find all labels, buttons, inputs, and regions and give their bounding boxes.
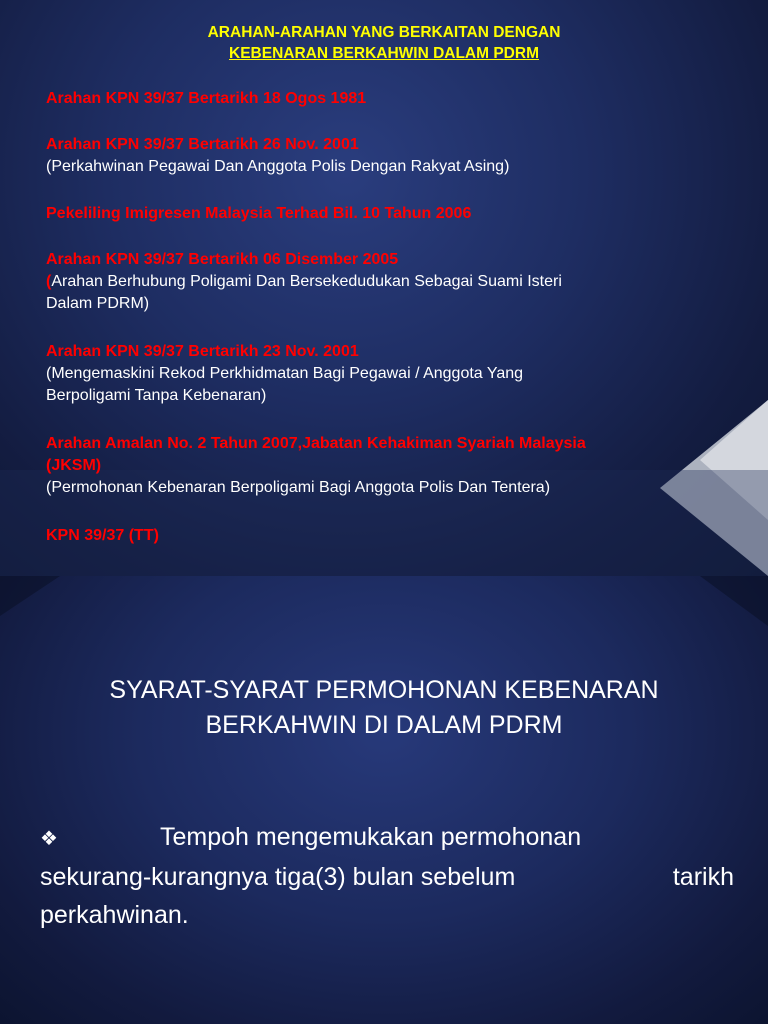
directive-description: (Permohonan Kebenaran Berpoligami Bagi Anggota Polis Dan Tentera)	[46, 479, 551, 496]
directive-heading: Pekeliling Imigresen Malaysia Terhad Bil. 10 Tahun 2006	[46, 205, 472, 222]
directive-description	[46, 271, 706, 293]
directive-heading-line-1: Arahan Amalan No. 2 Tahun 2007,Jabatan Kehakiman Syariah Malaysia	[46, 435, 586, 452]
bullet-line-2a: sekurang-kurangnya tiga(3) bulan sebelum	[40, 863, 516, 891]
paren-prefix: (	[46, 273, 52, 290]
description-line-2: Dalam PDRM)	[46, 295, 150, 312]
title-line-2: KEBENARAN BERKAHWIN DALAM PDRM	[229, 45, 539, 62]
requirement-bullet	[40, 818, 734, 934]
bullet-line-3: perkahwinan.	[40, 901, 189, 929]
slide-bottom	[0, 576, 768, 1024]
directive-heading: KPN 39/37 (TT)	[46, 527, 159, 544]
slide1-title	[0, 22, 768, 64]
title-line-1: ARAHAN-ARAHAN YANG BERKAITAN DENGAN	[207, 24, 561, 41]
title-line-1: SYARAT-SYARAT PERMOHONAN KEBENARAN	[109, 676, 659, 704]
directive-item	[46, 88, 706, 110]
description-line-1: (Mengemaskini Rekod Perkhidmatan Bagi Pegawai / Anggota Yang	[46, 365, 524, 382]
description-line-1: Arahan Berhubung Poligami Dan Bersekedudukan Sebagai Suami Isteri	[51, 273, 562, 290]
directive-heading: Arahan KPN 39/37 Bertarikh 06 Disember 2005	[46, 251, 399, 268]
directive-item	[46, 134, 706, 178]
directive-description: (Perkahwinan Pegawai Dan Anggota Polis Dengan Rakyat Asing)	[46, 158, 510, 175]
title-line-2: BERKAHWIN DI DALAM PDRM	[205, 711, 563, 739]
description-line-2: Berpoligami Tanpa Kebenaran)	[46, 387, 267, 404]
directive-item	[46, 249, 706, 315]
bullet-line-1: Tempoh mengemukakan permohonan	[160, 823, 582, 851]
directive-item	[46, 433, 706, 499]
bullet-line-2b: tarikh	[672, 863, 734, 891]
directive-item	[46, 203, 706, 225]
directive-item	[46, 341, 706, 407]
bevel-decoration	[0, 576, 768, 1024]
directive-heading: Arahan KPN 39/37 Bertarikh 26 Nov. 2001	[46, 136, 359, 153]
slide2-title	[0, 673, 768, 743]
directive-heading-line-2: (JKSM)	[46, 457, 102, 474]
directive-item	[46, 525, 706, 547]
diamond-bullet-icon: ❖	[40, 828, 58, 850]
directive-heading: Arahan KPN 39/37 Bertarikh 18 Ogos 1981	[46, 90, 367, 107]
directive-heading: Arahan KPN 39/37 Bertarikh 23 Nov. 2001	[46, 343, 359, 360]
